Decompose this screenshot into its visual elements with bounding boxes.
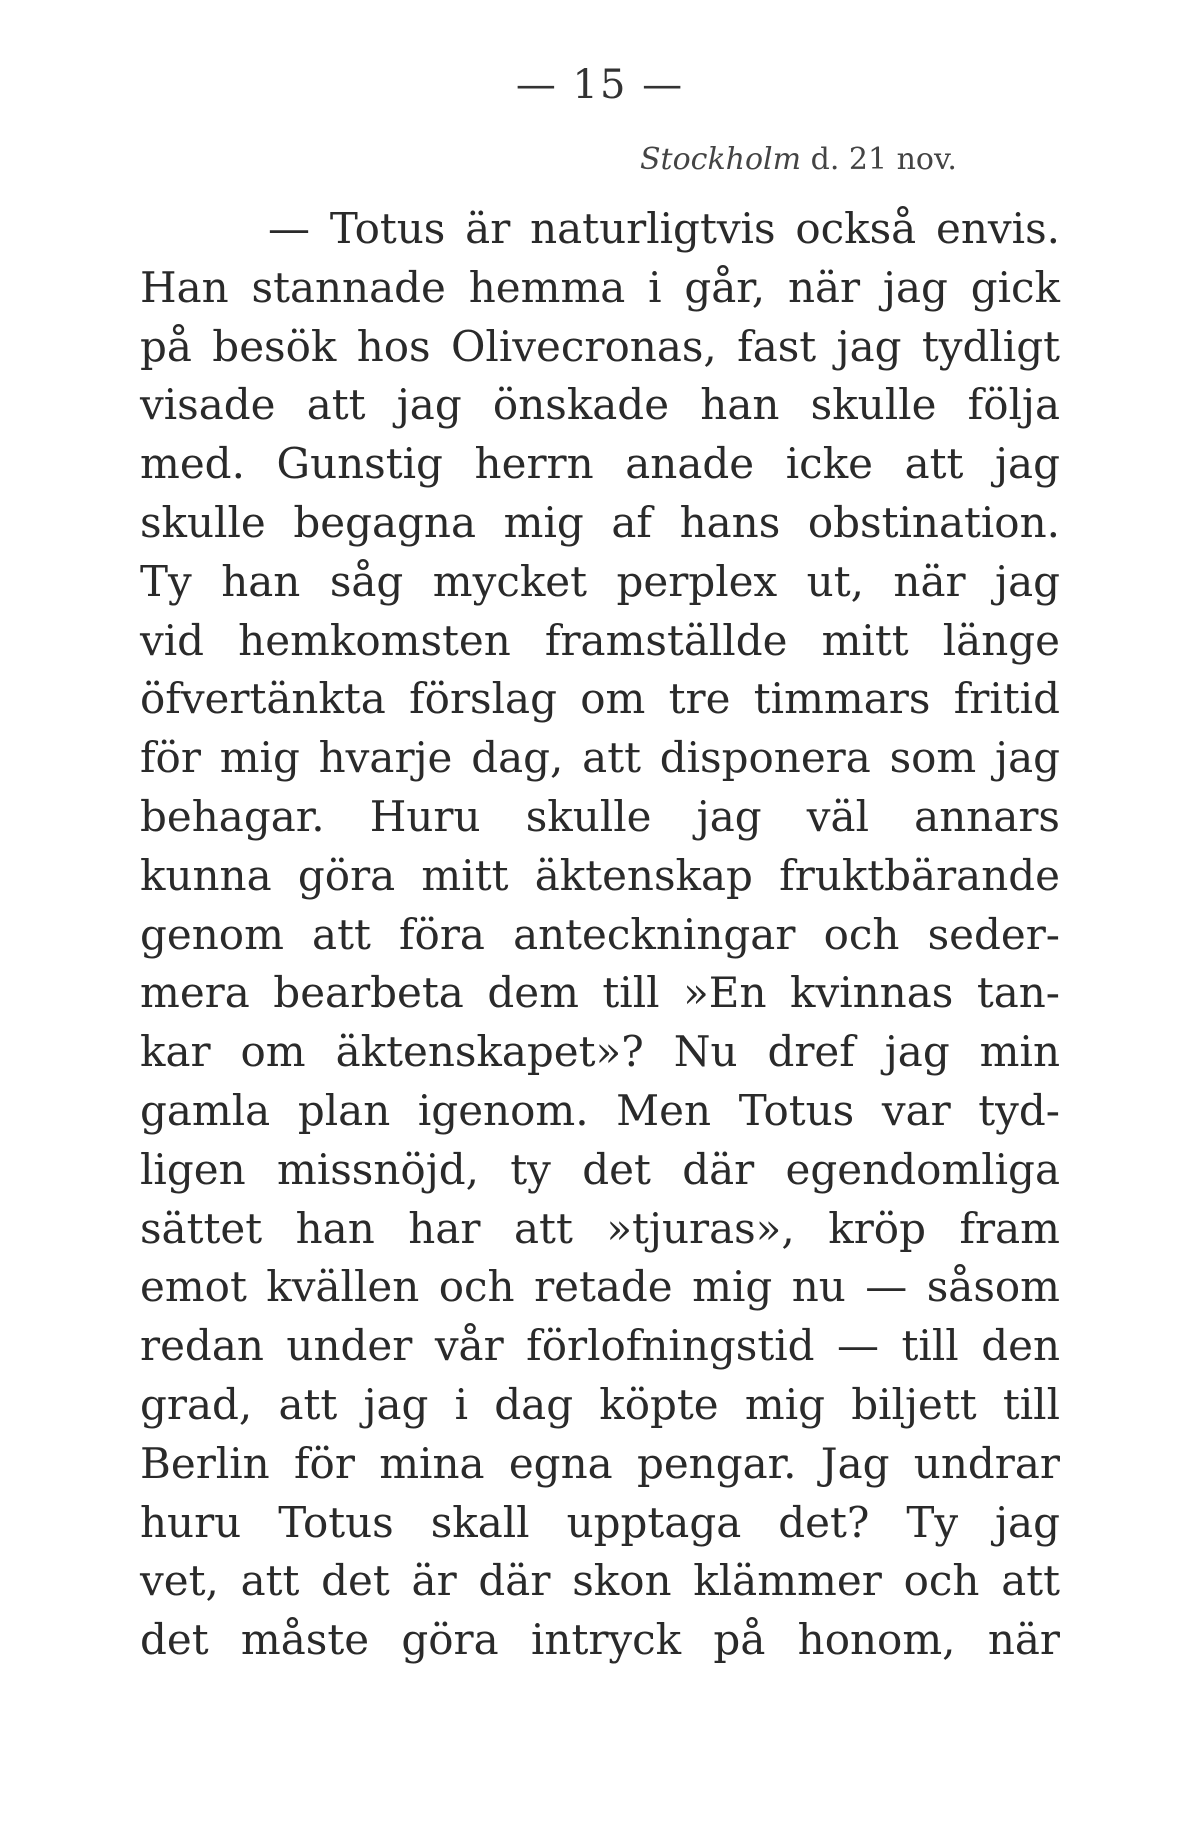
text-line: på besök hos Olivecronas, fast jag tydligt [140, 321, 1060, 371]
dateline-date: d. 21 nov. [810, 142, 957, 177]
text-line: gamla plan igenom. Men Totus var tyd- [140, 1085, 1060, 1135]
text-line: ligen missnöjd, ty det där egendomliga [140, 1144, 1060, 1194]
text-line: vet, att det är där skon klämmer och att [140, 1556, 1060, 1606]
text-line: Berlin för mina egna pengar. Jag undrar [140, 1438, 1060, 1488]
dateline-place: Stockholm [640, 142, 802, 177]
text-line: kar om äktenskapet»? Nu dref jag min [140, 1027, 1060, 1077]
text-line: behagar. Huru skulle jag väl annars [140, 791, 1060, 841]
text-line: redan under vår förlofningstid — till den [140, 1321, 1060, 1371]
text-line: vid hemkomsten framställde mitt länge [140, 615, 1060, 665]
page-number: — 15 — [515, 62, 685, 108]
text-line: emot kvällen och retade mig nu — såsom [140, 1262, 1060, 1312]
dateline [640, 142, 957, 177]
text-line: visade att jag önskade han skulle följa [140, 380, 1060, 430]
text-line: med. Gunstig herrn anade icke att jag [140, 439, 1060, 489]
body-text [140, 200, 1060, 1670]
text-line: kunna göra mitt äktenskap fruktbärande [140, 850, 1060, 900]
text-line: det måste göra intryck på honom, när [140, 1615, 1060, 1665]
text-line: huru Totus skall upptaga det? Ty jag [140, 1497, 1060, 1547]
text-line: — Totus är naturligtvis också envis. [268, 204, 1060, 253]
text-line: skulle begagna mig af hans obstination. [140, 497, 1060, 547]
text-line: öfvertänkta förslag om tre timmars fritid [140, 674, 1060, 724]
text-line: mera bearbeta dem till »En kvinnas tan- [140, 968, 1060, 1018]
text-line: för mig hvarje dag, att disponera som jag [140, 733, 1060, 783]
text-line: Ty han såg mycket perplex ut, när jag [140, 556, 1060, 606]
text-line: sättet han har att »tjuras», kröp fram [140, 1203, 1060, 1253]
text-line: grad, att jag i dag köpte mig biljett till [140, 1379, 1060, 1429]
text-line: Han stannade hemma i går, när jag gick [140, 262, 1060, 312]
text-line: genom att föra anteckningar och seder- [140, 909, 1060, 959]
